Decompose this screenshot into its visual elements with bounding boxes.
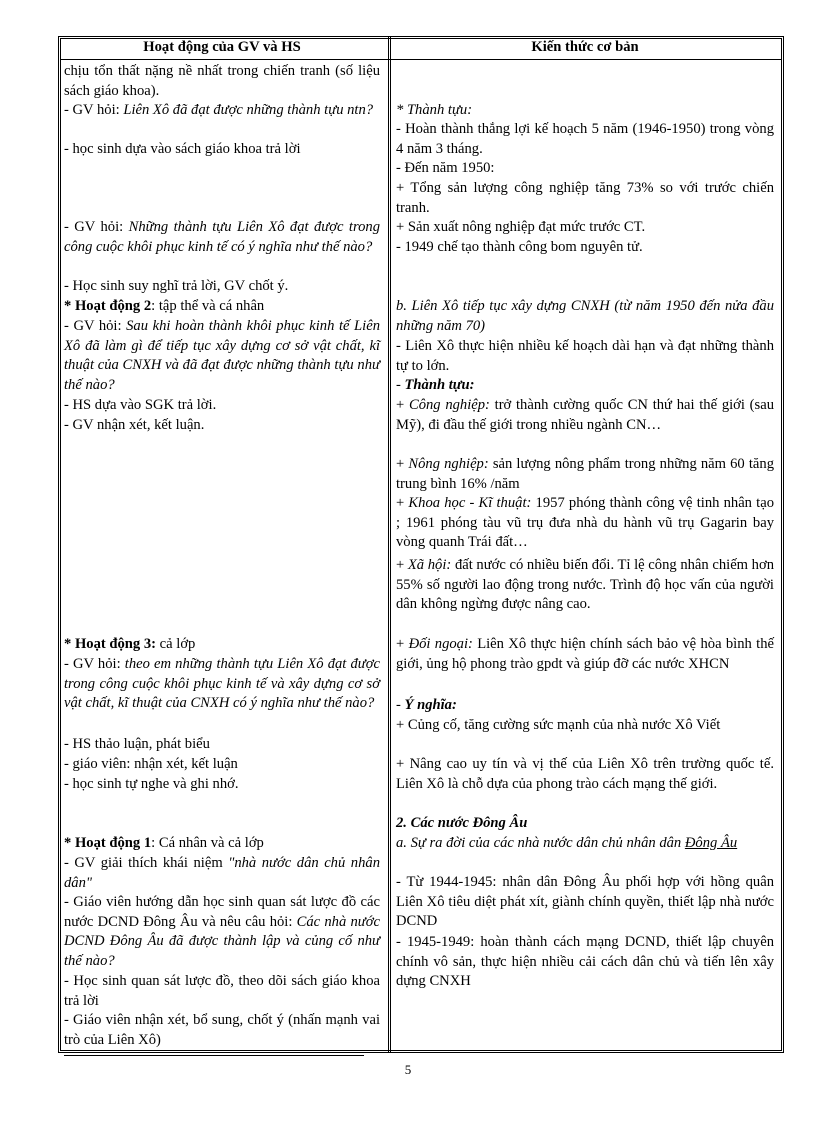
left-paragraph [64,1011,380,1050]
right-text-run: a. Sự ra đời của các nhà nước dân chủ nhân dân [396,835,685,851]
header-rule [61,59,781,60]
right-text-run: + [396,495,409,511]
left-text-run: - HS thảo luận, phát biểu [64,736,210,752]
right-text-run: - Từ 1944-1945: nhân dân Đông Âu phối hợp với hồng quân Liên Xô tiêu diệt phát xít, giành chính quyền, thiết lập nhà nước DCND [396,874,774,930]
right-text-run: * Thành tựu: [396,102,473,118]
right-text-run: - [396,377,405,393]
right-text-run: Liên Xô thực hiện chính sách bảo vệ hòa bình thế giới, ủng hộ phong trào gpdt và giúp đỡ các nước XHCN [396,636,774,672]
right-paragraph [396,159,774,179]
header-right: Kiến thức cơ bản [531,39,639,55]
left-paragraph [64,101,380,121]
left-text-run: - Học sinh quan sát lược đồ, theo dõi sách giáo khoa trả lời [64,973,380,1009]
right-paragraph [396,814,774,834]
right-paragraph [396,238,774,258]
footnote-rule [64,1055,364,1056]
right-paragraph [396,297,774,336]
left-text-run: - GV hỏi: [64,656,125,672]
left-paragraph [64,755,380,775]
right-text-run: - [396,697,405,713]
right-text-run: Thành tựu: [404,377,475,393]
right-text-run: trở thành cường quốc CN thứ hai thế giới (sau Mỹ), đi đầu thế giới trong nhiều ngành CN… [396,397,774,433]
left-paragraph [64,317,380,395]
left-paragraph [64,735,380,755]
right-text-run: Khoa học - Kĩ thuật: [408,495,532,511]
left-paragraph [64,972,380,1011]
left-text-run: chịu tổn thất nặng nề nhất trong chiến tranh (số liệu sách giáo khoa). [64,63,380,99]
left-text-run: theo em những thành tựu Liên Xô đạt được trong công cuộc khôi phục kinh tế và xây dựng cơ sở vật chất, kĩ thuật của CNXH có ý nghĩa như thế nào? [64,656,381,712]
right-text-run: - 1945-1949: hoàn thành cách mạng DCND, thiết lập chuyên chính vô sản, thực hiện nhiều cải cách dân chủ và tiến lên xây dựng CNXH [396,934,774,990]
left-text-run: - giáo viên: nhận xét, kết luận [64,756,238,772]
left-paragraph [64,893,380,971]
left-text-run: * Hoạt động 1 [64,835,152,851]
left-paragraph [64,416,380,436]
left-paragraph [64,297,380,317]
left-text-run: - Học sinh suy nghĩ trả lời, GV chốt ý. [64,278,289,294]
left-text-run: - Giáo viên nhận xét, bổ sung, chốt ý (nhấn mạnh vai trò của Liên Xô) [64,1012,380,1048]
right-paragraph [396,218,774,238]
right-paragraph [396,494,774,553]
left-paragraph [64,277,380,297]
right-text-run: + [396,397,409,413]
right-paragraph [396,179,774,218]
left-text-run: - GV hỏi: [64,102,124,118]
right-paragraph [396,101,774,121]
right-text-run: + Sản xuất nông nghiệp đạt mức trước CT. [396,219,646,235]
right-paragraph [396,716,774,736]
column-divider [388,36,391,1053]
right-text-run: Xã hội: [407,557,452,573]
right-text-run: 1957 phóng thành công vệ tinh nhân tạo ; 1961 phóng tàu vũ trụ đưa nhà du hành vũ trụ Gagarin bay vòng quanh Trái đất… [396,495,774,551]
right-text-run: Công nghiệp: [408,397,490,413]
right-text-run: + [396,557,408,573]
right-text-run: + Nâng cao uy tín và vị thế của Liên Xô trên trường quốc tế. Liên Xô là chỗ dựa của phong trào cách mạng thế giới. [396,756,774,792]
right-text-run: b. Liên Xô tiếp tục xây dựng CNXH (từ năm 1950 đến nửa đầu những năm 70) [396,298,774,334]
right-paragraph [396,120,774,159]
left-paragraph [64,218,380,257]
right-paragraph [396,337,774,376]
left-text-run: - Giáo viên hướng dẫn học sinh quan sát lược đồ các nước DCND Đông Âu và nêu câu hỏi: [64,894,380,930]
right-paragraph [396,556,774,615]
right-text-run: Đông Âu [684,835,738,851]
left-text-run: - HS dựa vào SGK trả lời. [64,397,217,413]
left-text-run: : Cá nhân và cả lớp [151,835,264,851]
right-paragraph [396,755,774,794]
right-paragraph [396,873,774,932]
left-paragraph [64,775,380,795]
right-paragraph [396,834,774,854]
right-text-run: Đối ngoại: [408,636,473,652]
left-paragraph [64,655,380,714]
left-text-run: - học sinh tự nghe và ghi nhớ. [64,776,239,792]
right-text-run: + Củng cố, tăng cường sức mạnh của nhà nước Xô Viết [396,717,721,733]
right-text-run: + [396,636,409,652]
right-text-run: - Hoàn thành thắng lợi kế hoạch 5 năm (1946-1950) trong vòng 4 năm 3 tháng. [396,121,774,157]
left-text-run: "nhà nước dân chủ nhân dân" [64,855,380,891]
right-paragraph [396,933,774,992]
left-text-run: - học sinh dựa vào sách giáo khoa trả lời [64,141,301,157]
left-paragraph [64,635,380,655]
left-text-run: - GV nhận xét, kết luận. [64,417,205,433]
right-text-run: sản lượng nông phẩm trong những năm 60 tăng trung bình 16% /năm [396,456,774,492]
left-text-run: * Hoạt động 2 [64,298,152,314]
right-paragraph [396,696,774,716]
left-paragraph [64,854,380,893]
right-text-run: + [396,456,409,472]
right-text-run: - Liên Xô thực hiện nhiều kế hoạch dài hạn và đạt những thành tự to lớn. [396,338,774,374]
left-text-run: * Hoạt động 3: [64,636,157,652]
right-text-run: - 1949 chế tạo thành công bom nguyên tử. [396,239,643,255]
left-text-run: - GV hỏi: [64,219,129,235]
left-paragraph [64,834,380,854]
right-text-run: đất nước có nhiều biến đổi. Tỉ lệ công nhân chiếm hơn 55% số người lao động trong nước. Trình độ học vấn của người dân không ngừng được nâng cao. [396,557,774,613]
left-paragraph [64,62,380,101]
left-text-run: : tập thể và cá nhân [151,298,265,314]
right-text-run: 2. Các nước Đông Âu [396,815,528,831]
left-text-run: Sau khi hoàn thành khôi phục kinh tế Liên Xô đã làm gì để tiếp tục xây dựng cơ sở vật chất, kĩ thuật của CNXH và đã đạt được những thành tựu như thế nào? [64,318,381,393]
right-paragraph [396,455,774,494]
header-left: Hoạt động của GV và HS [143,39,301,55]
right-paragraph [396,635,774,674]
left-text-run: - GV giải thích khái niệm [64,855,229,871]
left-text-run: Các nhà nước DCND Đông Âu đã được thành lập và củng cố như thế nào? [64,913,380,969]
left-paragraph [64,140,380,160]
right-paragraph [396,396,774,435]
right-paragraph [396,376,774,396]
left-text-run: Những thành tựu Liên Xô đạt được trong công cuộc khôi phục kinh tế có ý nghĩa như thế nào? [64,219,381,255]
right-text-run: + Tổng sản lượng công nghiệp tăng 73% so với trước chiến tranh. [396,180,774,216]
left-text-run: - GV hỏi: [64,318,127,334]
left-paragraph [64,396,380,416]
page-number: 5 [404,1062,412,1077]
left-text-run: cả lớp [156,636,196,652]
right-text-run: - Đến năm 1950: [396,160,495,176]
left-text-run: Liên Xô đã đạt được những thành tựu ntn? [123,102,374,118]
right-text-run: Ý nghĩa: [404,697,457,713]
right-text-run: Nông nghiệp: [408,456,489,472]
